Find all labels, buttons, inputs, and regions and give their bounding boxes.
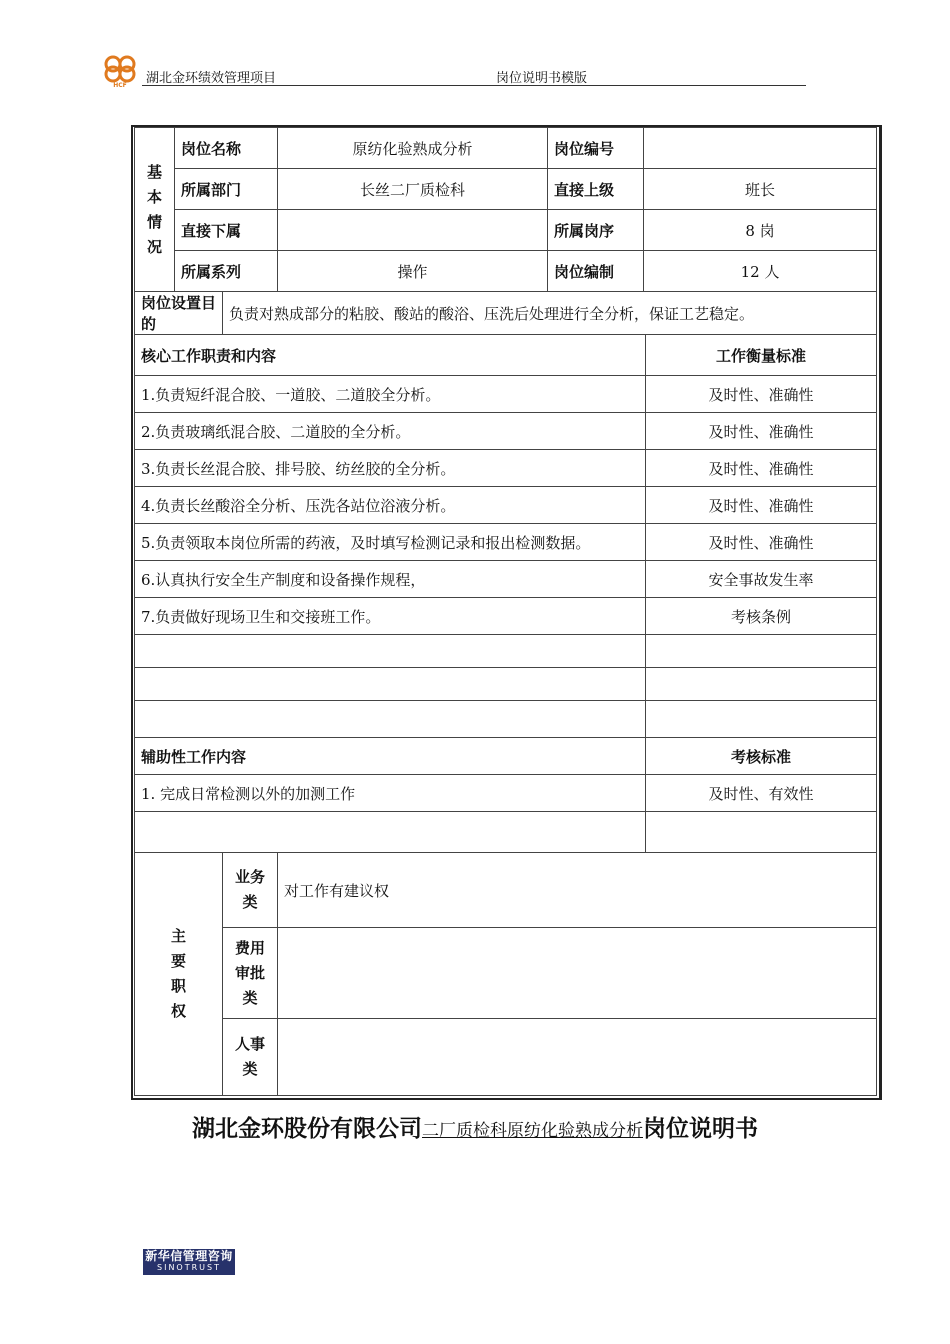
label-department: 所属部门: [175, 169, 278, 210]
value-department: 长丝二厂质检科: [278, 169, 548, 210]
department-position: 二厂质检科原纺化验熟成分析: [422, 1121, 643, 1141]
core-standard-empty: [646, 701, 877, 738]
basic-section-label: 基本情况: [135, 128, 175, 292]
core-duty: 5.负责领取本岗位所需的药液，及时填写检测记录和报出检测数据。: [135, 524, 646, 561]
value-quota: 12 人: [644, 251, 877, 292]
authority-section-label: 主要职权: [135, 853, 223, 1096]
core-duties-header: 核心工作职责和内容: [135, 335, 646, 376]
page-header: [100, 52, 810, 88]
core-standard: 及时性、准确性: [646, 524, 877, 561]
brand-cn: 新华信管理咨询: [145, 1249, 233, 1263]
value-position-title: 原纺化验熟成分析: [278, 128, 548, 169]
authority-content: [278, 928, 877, 1019]
value-position-code: [644, 128, 877, 169]
header-rule: [142, 85, 806, 86]
core-standard: 及时性、准确性: [646, 450, 877, 487]
core-duty: 3.负责长丝混合胶、排号胶、纺丝胶的全分析。: [135, 450, 646, 487]
label-subordinate: 直接下属: [175, 210, 278, 251]
aux-duty: 1. 完成日常检测以外的加测工作: [135, 775, 646, 812]
core-standard: 及时性、准确性: [646, 487, 877, 524]
core-standard: 及时性、准确性: [646, 413, 877, 450]
aux-duty-empty: [135, 812, 646, 853]
value-sequence: 8 岗: [644, 210, 877, 251]
label-position-title: 岗位名称: [175, 128, 278, 169]
core-standard-header: 工作衡量标准: [646, 335, 877, 376]
label-superior: 直接上级: [548, 169, 644, 210]
aux-standard-empty: [646, 812, 877, 853]
core-standard-empty: [646, 668, 877, 701]
authority-content: 对工作有建议权: [278, 853, 877, 928]
label-series: 所属系列: [175, 251, 278, 292]
aux-standard: 及时性、有效性: [646, 775, 877, 812]
core-standard: 及时性、准确性: [646, 376, 877, 413]
label-purpose: 岗位设置目的: [135, 292, 223, 335]
sinotrust-logo: [143, 1249, 235, 1275]
core-standard: 考核条例: [646, 598, 877, 635]
authority-content: [278, 1019, 877, 1096]
authority-category: 人事类: [223, 1019, 278, 1096]
authority-category: 业务类: [223, 853, 278, 928]
template-name: 岗位说明书模版: [496, 71, 588, 86]
hcf-logo: [100, 54, 140, 88]
company-name: 湖北金环股份有限公司: [192, 1116, 422, 1142]
core-standard-empty: [646, 635, 877, 668]
core-duty: 1.负责短纤混合胶、一道胶、二道胶全分析。: [135, 376, 646, 413]
project-name: 湖北金环绩效管理项目: [146, 71, 277, 86]
document-title: [0, 1110, 950, 1143]
core-duty: 4.负责长丝酸浴全分析、压洗各站位浴液分析。: [135, 487, 646, 524]
core-duty-empty: [135, 701, 646, 738]
value-subordinate: [278, 210, 548, 251]
aux-duties-header: 辅助性工作内容: [135, 738, 646, 775]
aux-standard-header: 考核标准: [646, 738, 877, 775]
label-position-code: 岗位编号: [548, 128, 644, 169]
document-name: 岗位说明书: [643, 1116, 758, 1142]
authority-category: 费用审批类: [223, 928, 278, 1019]
job-description-table: [134, 127, 877, 1096]
core-duty-empty: [135, 635, 646, 668]
brand-en: SINOTRUST: [157, 1263, 221, 1272]
core-standard: 安全事故发生率: [646, 561, 877, 598]
label-quota: 岗位编制: [548, 251, 644, 292]
core-duty-empty: [135, 668, 646, 701]
value-purpose: 负责对熟成部分的粘胶、酸站的酸浴、压洗后处理进行全分析，保证工艺稳定。: [223, 292, 877, 335]
core-duty: 2.负责玻璃纸混合胶、二道胶的全分析。: [135, 413, 646, 450]
value-series: 操作: [278, 251, 548, 292]
logo-text: HCF: [113, 82, 127, 88]
label-sequence: 所属岗序: [548, 210, 644, 251]
core-duty: 7.负责做好现场卫生和交接班工作。: [135, 598, 646, 635]
core-duty: 6.认真执行安全生产制度和设备操作规程，: [135, 561, 646, 598]
value-superior: 班长: [644, 169, 877, 210]
